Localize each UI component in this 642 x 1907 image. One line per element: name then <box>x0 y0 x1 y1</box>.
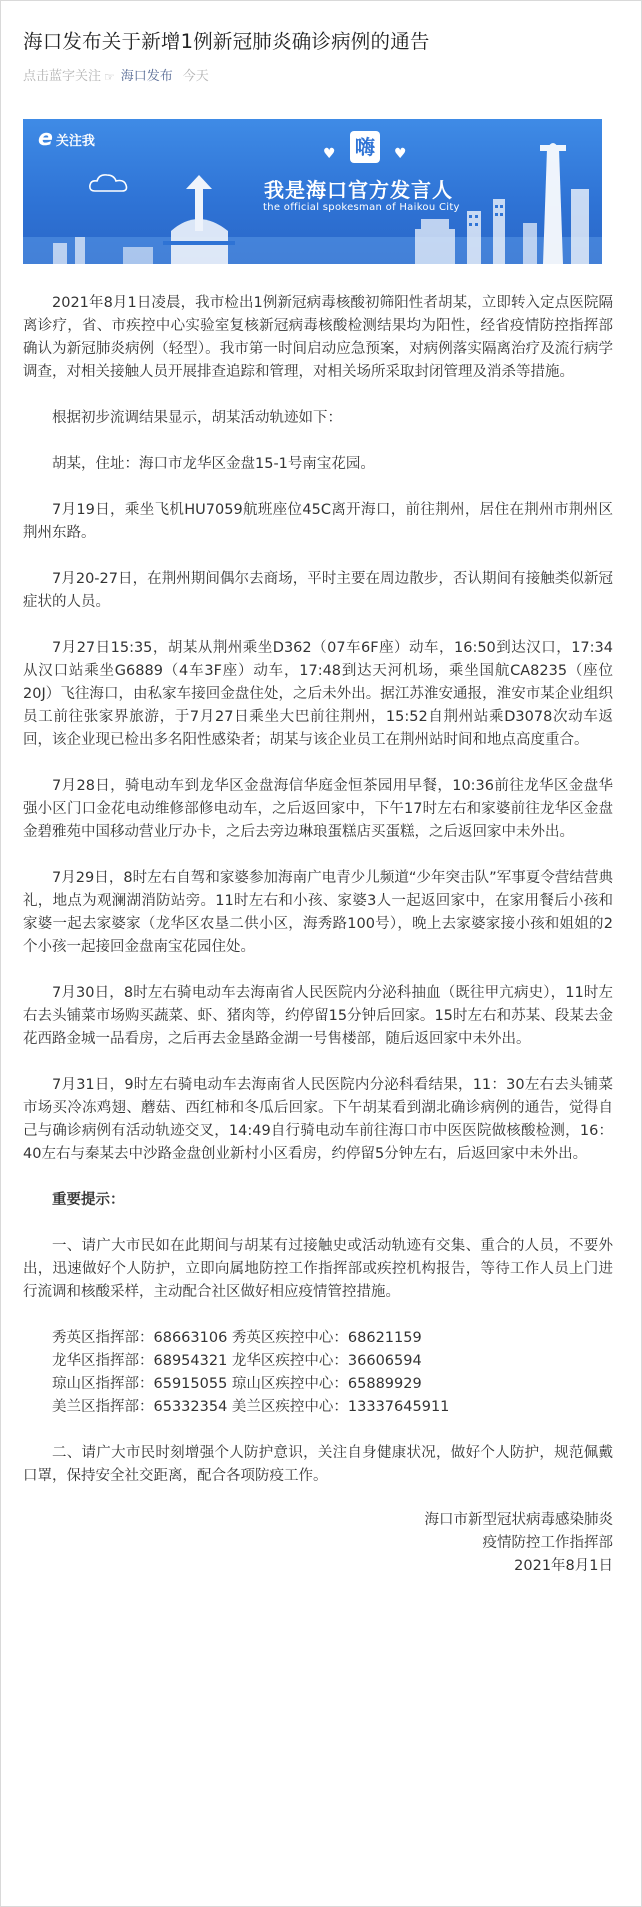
pointing-finger-icon: ☞ <box>104 70 115 84</box>
hint-paragraph: 一、请广大市民如在此期间与胡某有过接触史或活动轨迹有交集、重合的人员，不要外出，迅速做好个人防护，立即向属地防控工作指挥部或疾控机构报告，等待工作人员上门进行流调和核酸采样，主动配合社区做好相应疫情管控措施。 <box>23 1238 613 1300</box>
paragraph: 7月28日，骑电动车到龙华区金盘海信华庭金恒茶园用早餐，10:36前往龙华区金盘华强小区门口金花电动维修部修电动车，之后返回家中，下午17时左右和家婆前往龙华区金盘金碧雅苑中国移动营业厅办卡，之后去旁边琳琅蛋糕店买蛋糕，之后返回家中未外出。 <box>23 778 613 840</box>
paragraph: 7月31日，9时左右骑电动车去海南省人民医院内分泌科看结果，11：30左右去头铺菜市场买冷冻鸡翅、蘑菇、西红柿和冬瓜后回家。下午胡某看到湖北确诊病例的通告，觉得自己与确诊病例有活动轨迹交叉，14:49自行骑电动车前往海口市中医医院做核酸检测，16：40左右与秦某去中沙路金盘创业新村小区看房，约停留5分钟左右，后返回家中未外出。 <box>23 1077 613 1162</box>
article-meta <box>23 68 623 86</box>
signature <box>23 1509 613 1578</box>
city-skyline-illustration <box>23 119 602 264</box>
banner-slogan: 我是海口官方发言人 <box>264 178 453 202</box>
hotline-row: 琼山区指挥部：65915055 琼山区疾控中心：65889929 <box>52 1376 422 1392</box>
hotline-list <box>23 1327 613 1419</box>
hotline-row: 秀英区指挥部：68663106 秀英区疾控中心：68621159 <box>52 1330 422 1346</box>
paragraph: 7月27日15:35，胡某从荆州乘坐D362（07车6F座）动车，16:50到达汉口，17:34从汉口站乘坐G6889（4车3F座）动车，17:48到达天河机场，乘坐国航CA8235（座位20J）飞往海口，由私家车接回金盘住处，之后未外出。据江苏淮安通报，淮安市某企业组织员工前往张家界旅游，于7月27日乘坐大巴前往荆州，15:52自荆州站乘D3078次动车返回，该企业现已检出多名阳性感染者；胡某与该企业员工在荆州站时间和地点高度重合。 <box>23 640 613 748</box>
article <box>23 1 623 1578</box>
signature-line: 海口市新型冠状病毒感染肺炎 <box>424 1512 613 1528</box>
heart-icon: ♥ <box>394 146 407 162</box>
hint-paragraph: 二、请广大市民时刻增强个人防护意识，关注自身健康状况，做好个人防护，规范佩戴口罩，保持安全社交距离，配合各项防疫工作。 <box>23 1445 613 1484</box>
follow-label: 关注我 <box>55 133 95 149</box>
paragraph: 7月30日，8时左右骑电动车去海南省人民医院内分泌科抽血（既往甲亢病史），11时左右去头铺菜市场购买蔬菜、虾、猪肉等，约停留15分钟后回家。15时左右和苏某、段某去金花西路金城一品看房，之后再去金垦路金湖一号售楼部，随后返回家中未外出。 <box>23 985 613 1047</box>
paragraph: 7月19日，乘坐飞机HU7059航班座位45C离开海口，前往荆州，居住在荆州市荆州区荆州东路。 <box>23 502 613 541</box>
signature-line: 疫情防控工作指挥部 <box>482 1535 613 1551</box>
account-name-link[interactable]: 海口发布 <box>120 69 173 84</box>
follow-hint: 点击蓝字关注 <box>23 69 102 84</box>
paragraph: 根据初步流调结果显示，胡某活动轨迹如下： <box>52 410 342 426</box>
paragraph: 7月29日，8时左右自驾和家婆参加海南广电青少儿频道“少年突击队”军事夏令营结营典礼，地点为观澜湖消防站旁。11时左右和小孩、家婆3人一起返回家中，在家用餐后小孩和家婆一起去家婆家（龙华区农垦二供小区，海秀路100号），晚上去家婆家接小孩和姐姐的2个小孩一起接回金盘南宝花园住处。 <box>23 870 613 955</box>
hotline-row: 美兰区指挥部：65332354 美兰区疾控中心：13337645911 <box>52 1399 450 1415</box>
heart-icon: ♥ <box>323 146 336 162</box>
follow-e-icon: e <box>38 126 53 151</box>
paragraph: 胡某，住址：海口市龙华区金盘15-1号南宝花园。 <box>52 456 375 472</box>
publish-date: 今天 <box>182 69 209 84</box>
article-title: 海口发布关于新增1例新冠肺炎确诊病例的通告 <box>23 30 430 53</box>
signature-date: 2021年8月1日 <box>514 1558 613 1574</box>
important-hint-title: 重要提示： <box>52 1192 125 1208</box>
hotline-row: 龙华区指挥部：68954321 龙华区疾控中心：36606594 <box>52 1353 422 1369</box>
banner-image <box>23 119 602 264</box>
hi-tag: 嗨 <box>350 131 380 163</box>
banner-slogan-en: the official spokesman of Haikou City <box>263 202 460 213</box>
paragraph: 2021年8月1日凌晨，我市检出1例新冠病毒核酸初筛阳性者胡某，立即转入定点医院隔离诊疗，省、市疾控中心实验室复核新冠病毒核酸检测结果均为阳性，经省疫情防控指挥部确认为新冠肺炎病例（轻型）。我市第一时间启动应急预案，对病例落实隔离治疗及流行病学调查，对相关接触人员开展排查追踪和管理，对相关场所采取封闭管理及消杀等措施。 <box>23 295 613 380</box>
paragraph: 7月20-27日，在荆州期间偶尔去商场，平时主要在周边散步，否认期间有接触类似新冠症状的人员。 <box>23 571 613 610</box>
article-content <box>23 292 613 1488</box>
